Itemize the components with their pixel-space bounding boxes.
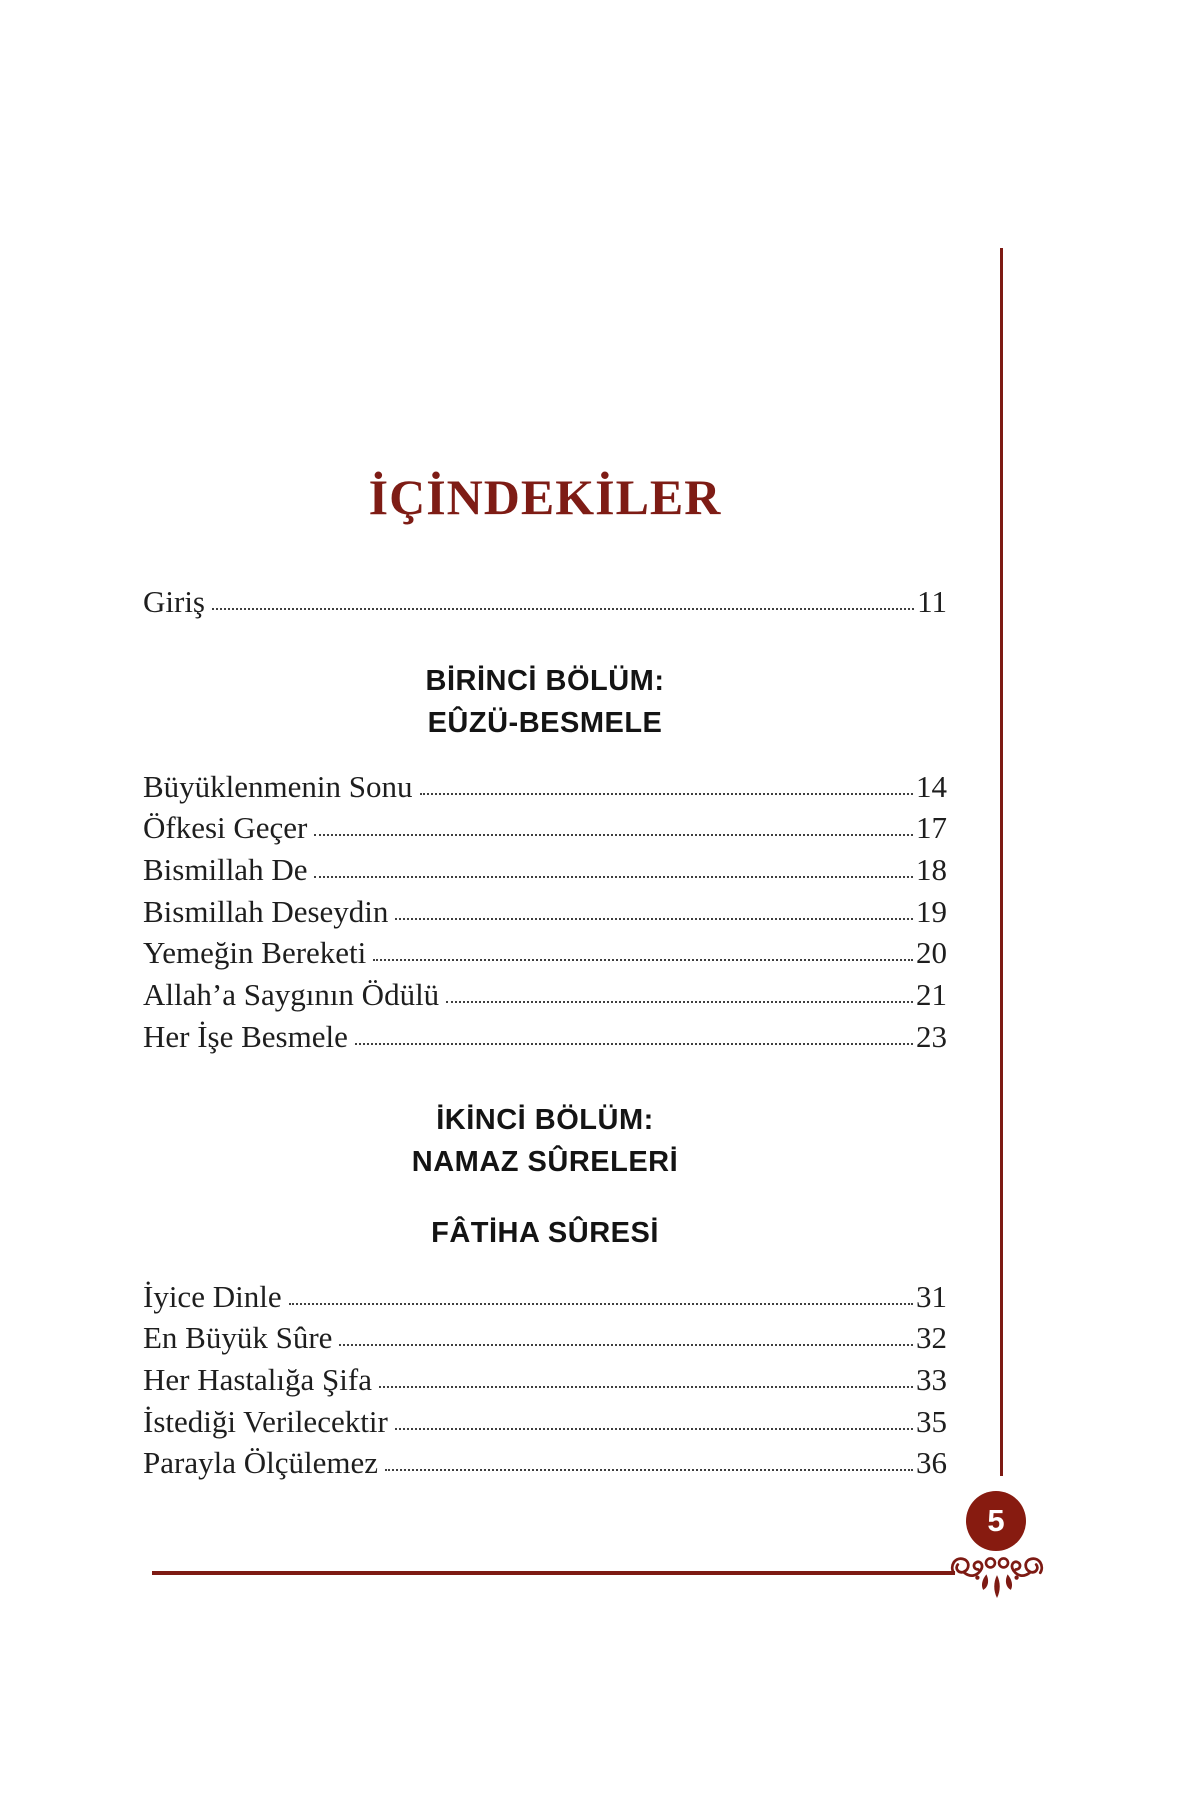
toc-entry [143, 931, 947, 973]
toc-entry-label: Parayla Ölçülemez [143, 1445, 378, 1481]
section2-entries [143, 1274, 947, 1482]
page-title: İÇİNDEKİLER [368, 469, 722, 525]
dot-leader [355, 1043, 913, 1045]
toc-entry [143, 1316, 947, 1358]
toc-entry [143, 1014, 947, 1056]
section1-heading [143, 660, 947, 744]
flourish-ornament-icon [948, 1549, 1046, 1603]
toc-entry-label: Bismillah De [143, 852, 308, 888]
toc-entry [143, 847, 947, 889]
toc-entry-page: 32 [916, 1320, 947, 1356]
dot-leader [289, 1303, 913, 1305]
dot-leader [314, 876, 913, 878]
dot-leader [339, 1344, 913, 1346]
dot-leader [395, 1428, 913, 1430]
dot-leader [395, 918, 913, 920]
dot-leader [385, 1469, 913, 1471]
toc-entry-label: Allah’a Saygının Ödülü [143, 977, 440, 1013]
toc-entry-label: Her İşe Besmele [143, 1018, 348, 1054]
toc-entry-label: Öfkesi Geçer [143, 810, 308, 846]
toc-entry-page: 11 [917, 583, 947, 619]
toc-entry [143, 889, 947, 931]
page-number-badge [966, 1491, 1026, 1551]
section2-subheading: FÂTİHA SÛRESİ [431, 1217, 659, 1249]
toc-entry-page: 14 [916, 768, 947, 804]
toc-entry [143, 1441, 947, 1483]
toc-entry [143, 1274, 947, 1316]
toc-entry-page: 23 [916, 1018, 947, 1054]
toc-entry [143, 1357, 947, 1399]
dot-leader [379, 1386, 913, 1388]
toc-entry-label: İstediği Verilecektir [143, 1403, 388, 1439]
section1-heading-line2: EÛZÜ-BESMELE [427, 707, 663, 739]
section2-heading-line1: İKİNCİ BÖLÜM: [436, 1104, 654, 1136]
toc-entry-label: Yemeğin Bereketi [143, 935, 367, 971]
right-margin-rule [1000, 248, 1003, 1476]
toc-entry-page: 19 [916, 893, 947, 929]
toc-entry-page: 18 [916, 852, 947, 888]
toc-entry-page: 20 [916, 935, 947, 971]
footer-rule [152, 1571, 955, 1575]
toc-entry-page: 31 [916, 1278, 947, 1314]
toc-entry-label: Büyüklenmenin Sonu [143, 768, 413, 804]
toc-entry-page: 33 [916, 1362, 947, 1398]
dot-leader [420, 793, 913, 795]
toc-entry-page: 35 [916, 1403, 947, 1439]
toc-entry-label: Bismillah Deseydin [143, 893, 389, 929]
toc-entry-label: Giriş [143, 583, 205, 619]
toc-entry-page: 21 [916, 977, 947, 1013]
toc-entry-label: Her Hastalığa Şifa [143, 1362, 372, 1398]
section2-heading [143, 1099, 947, 1183]
toc-entry-giris [143, 579, 947, 621]
toc-entry [143, 972, 947, 1014]
page-number: 5 [987, 1503, 1005, 1538]
toc-entry-page: 17 [916, 810, 947, 846]
dot-leader [212, 608, 914, 610]
section1-heading-line1: BİRİNCİ BÖLÜM: [425, 665, 665, 697]
dot-leader [314, 834, 913, 836]
toc-entry-label: En Büyük Sûre [143, 1320, 333, 1356]
section2-heading-line2: NAMAZ SÛRELERİ [411, 1146, 679, 1178]
toc-entry-page: 36 [916, 1445, 947, 1481]
toc-entry [143, 1399, 947, 1441]
toc-entry [143, 764, 947, 806]
section1-entries [143, 764, 947, 1056]
toc-entry-label: İyice Dinle [143, 1278, 282, 1314]
dot-leader [373, 959, 913, 961]
dot-leader [446, 1001, 913, 1003]
toc-entry [143, 806, 947, 848]
